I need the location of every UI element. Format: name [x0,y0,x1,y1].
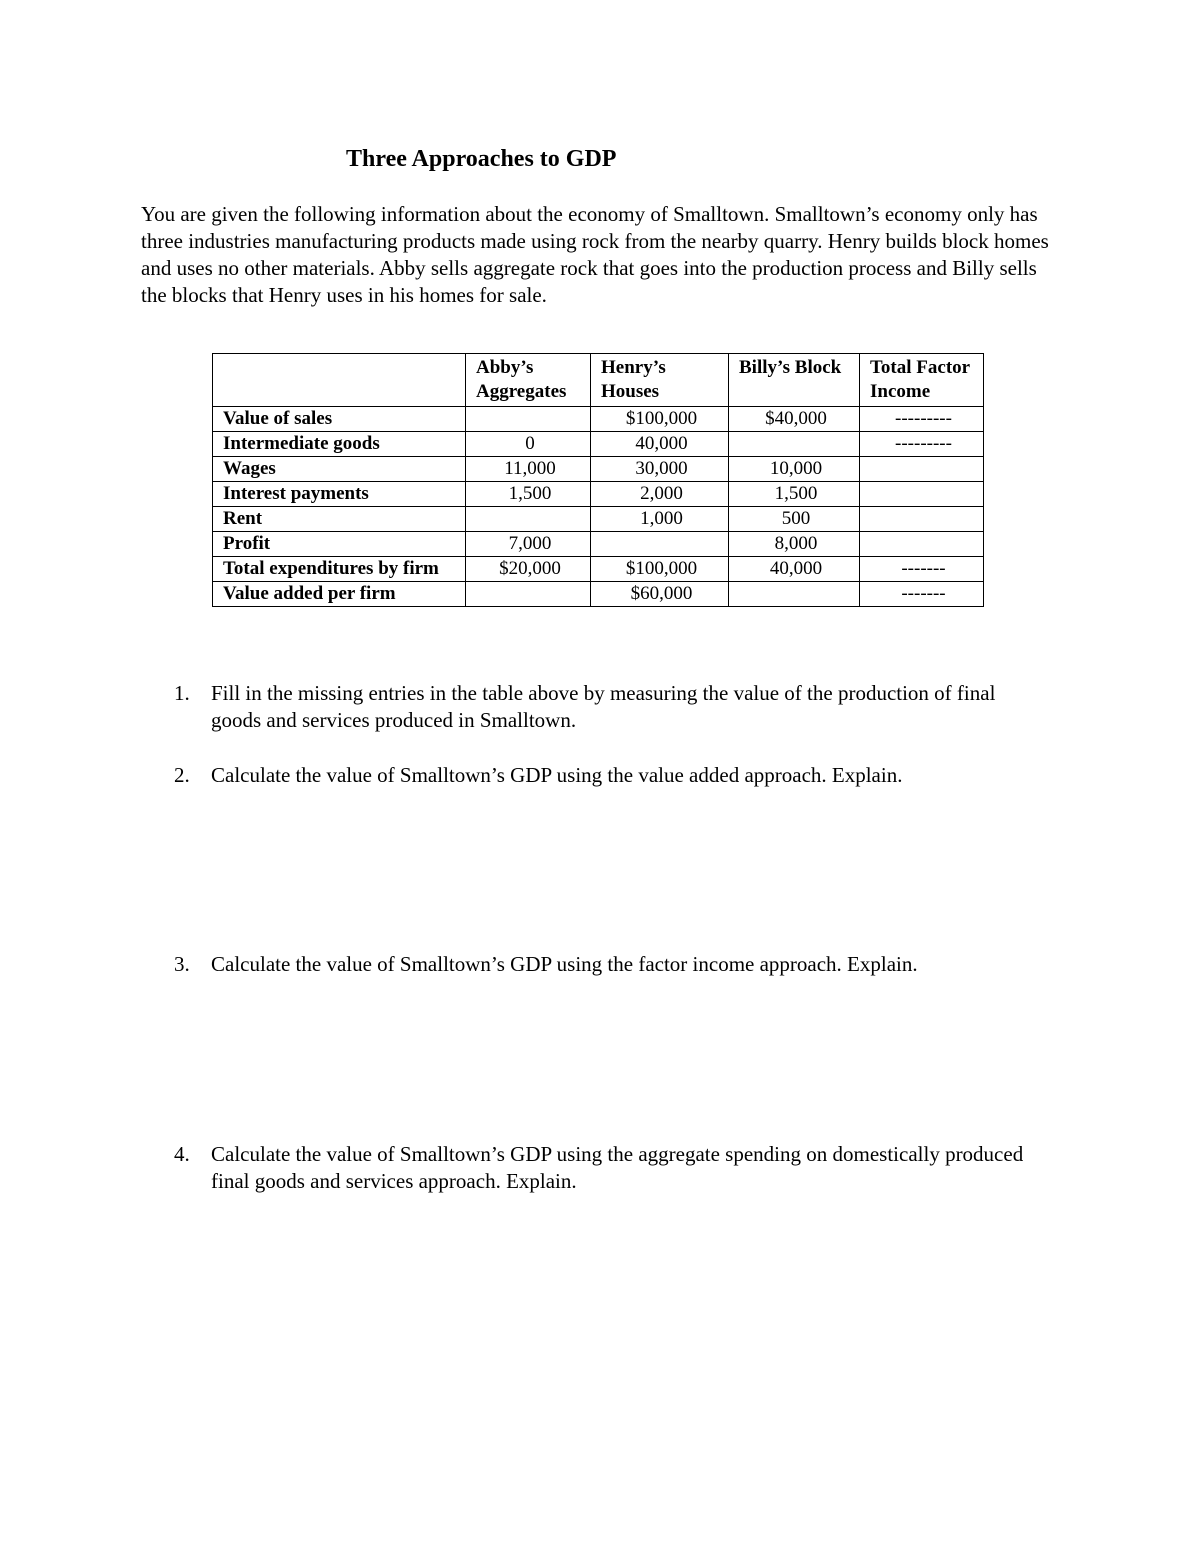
table-header-blank [213,354,466,407]
table-row-label: Total expenditures by firm [213,557,466,582]
table-cell-billys-block [729,432,860,457]
question-item [170,1141,1050,1195]
question-number: 3. [174,952,190,976]
table-row [213,407,984,432]
table-header-billys-block: Billy’s Block [729,354,860,407]
table-cell-billys-block: 10,000 [729,457,860,482]
table-header-henrys-houses: Henry’s Houses [591,354,729,407]
table-cell-billys-block: 40,000 [729,557,860,582]
question-number: 2. [174,763,190,787]
table-cell-abbys-aggregates: 1,500 [466,482,591,507]
question-text: Calculate the value of Smalltown’s GDP using the value added approach. Explain. [211,763,903,787]
table-row-label: Value added per firm [213,582,466,607]
table-cell-total-factor-income: --------- [860,432,984,457]
table-row-label: Rent [213,507,466,532]
table-cell-total-factor-income [860,482,984,507]
table-row-label: Interest payments [213,482,466,507]
intro-paragraph: You are given the following information about the economy of Smalltown. Smalltown’s economy only has three industries manufacturing products made using rock from the nearby quarry. Henry builds block homes and uses no other materials. Abby sells aggregate rock that goes into the production process and Billy sells the blocks that Henry uses in his homes for sale. [141,202,1049,307]
question-text: Calculate the value of Smalltown’s GDP using the factor income approach. Explain. [211,952,918,976]
table-cell-henrys-houses [591,532,729,557]
table-cell-henrys-houses: $100,000 [591,557,729,582]
table-cell-abbys-aggregates: 0 [466,432,591,457]
table-cell-billys-block: $40,000 [729,407,860,432]
table-cell-billys-block: 8,000 [729,532,860,557]
table-header-abbys-aggregates: Abby’s Aggregates [466,354,591,407]
table-row [213,432,984,457]
table-cell-henrys-houses: 40,000 [591,432,729,457]
question-number: 4. [174,1142,190,1166]
gdp-table [212,353,984,607]
table-cell-abbys-aggregates: 11,000 [466,457,591,482]
question-item [170,680,1050,734]
table-row [213,482,984,507]
table-cell-billys-block: 500 [729,507,860,532]
table-cell-total-factor-income: --------- [860,407,984,432]
table-cell-henrys-houses: 2,000 [591,482,729,507]
table-row-label: Value of sales [213,407,466,432]
table-cell-abbys-aggregates: $20,000 [466,557,591,582]
table-cell-abbys-aggregates: 7,000 [466,532,591,557]
table-cell-henrys-houses: $100,000 [591,407,729,432]
table-header-row [213,354,984,407]
question-number: 1. [174,681,190,705]
table-cell-henrys-houses: 30,000 [591,457,729,482]
table-cell-abbys-aggregates [466,507,591,532]
table-cell-abbys-aggregates [466,407,591,432]
table-cell-total-factor-income: ------- [860,557,984,582]
table-row [213,582,984,607]
table-row [213,457,984,482]
table-cell-total-factor-income [860,457,984,482]
table-row-label: Profit [213,532,466,557]
table-row [213,507,984,532]
table-row [213,532,984,557]
table-cell-henrys-houses: $60,000 [591,582,729,607]
table-row [213,557,984,582]
table-cell-abbys-aggregates [466,582,591,607]
question-text: Calculate the value of Smalltown’s GDP using the aggregate spending on domestically produced final goods and services approach. Explain. [211,1142,1024,1193]
table-cell-total-factor-income [860,532,984,557]
table-body [213,407,984,607]
table-row-label: Wages [213,457,466,482]
table-cell-total-factor-income [860,507,984,532]
question-item [170,951,1050,978]
question-item [170,762,1050,789]
question-text: Fill in the missing entries in the table above by measuring the value of the production of final goods and services produced in Smalltown. [211,681,996,732]
table-cell-total-factor-income: ------- [860,582,984,607]
table-header-total-factor-income: Total Factor Income [860,354,984,407]
table-row-label: Intermediate goods [213,432,466,457]
table-cell-billys-block: 1,500 [729,482,860,507]
table-cell-henrys-houses: 1,000 [591,507,729,532]
page-title: Three Approaches to GDP [346,146,617,172]
table-cell-billys-block [729,582,860,607]
